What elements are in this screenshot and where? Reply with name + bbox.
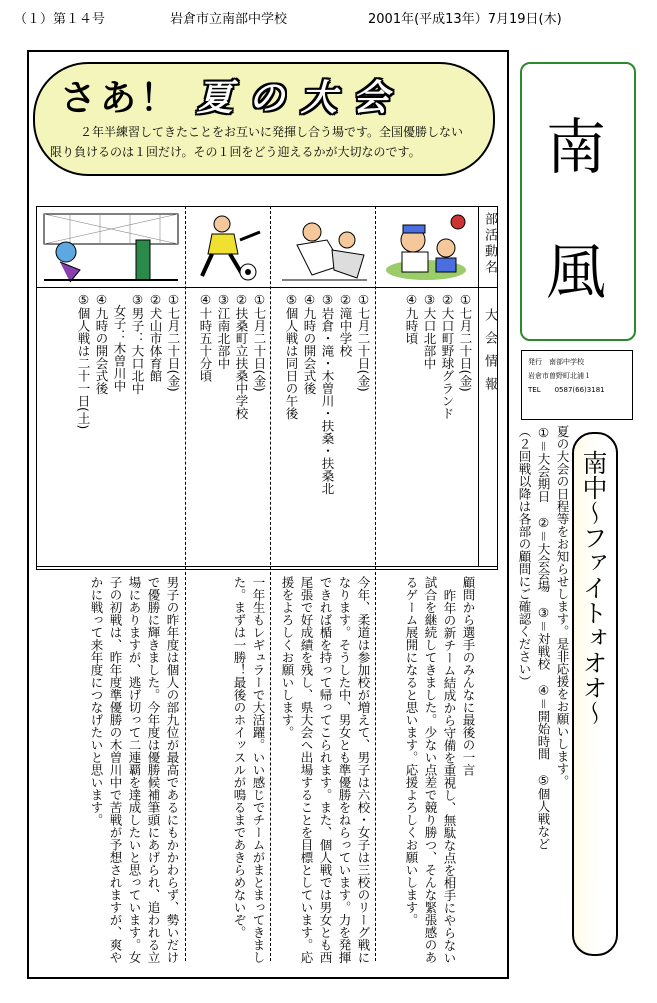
club-info-baseball xyxy=(378,292,474,562)
table-header-divider xyxy=(478,206,479,566)
message-baseball xyxy=(378,576,478,966)
club-info-line: 女子：木曽川中 xyxy=(112,292,127,392)
headline-text: ２年半練習してきたことをお互いに発揮し合う場です。全国優勝しない限り負けるのは１回だけ。その１回をどう迎えるかが大切なのです。 xyxy=(50,125,464,159)
club-info-line: ④九時の開会式後 xyxy=(94,292,109,395)
club-info-line: ②滝中学校 xyxy=(338,292,353,357)
club-info-line: ③大口北部中 xyxy=(422,292,437,370)
club-info-soccer xyxy=(192,292,268,562)
notice-line-3: （２回戦以降は各部の顧問にご確認ください） xyxy=(517,425,532,688)
club-info-tennis xyxy=(58,292,182,562)
club-info-line: ①七月二十日(金) xyxy=(356,292,371,392)
cheer-text: 南中～ファイトォオオ～ xyxy=(579,450,608,725)
judo-icon xyxy=(272,210,372,285)
club-info-line: ⑤個人戦は同日の午後 xyxy=(284,292,299,420)
message-body: 昨年の新チーム結成から守備を重視し、無駄な点を相手にやらない試合を継続してきました。少ない点差で競り勝つ、そんな緊張感のあるゲーム展開になると思います。応援よろしくお願いします。 xyxy=(404,576,457,964)
publisher-address: 岩倉市曽野町北浦１ xyxy=(528,372,591,380)
table-divider-top xyxy=(36,287,498,288)
table-header-club: 部活動名 xyxy=(482,212,497,276)
message-soccer: 一年生もレギュラーで大活躍。いい感じでチームがまとまってきました。まずは一勝！最後のホイッスルが鳴るまであきらめないぞ。 xyxy=(232,576,266,964)
column-divider-1 xyxy=(375,206,376,961)
club-info-line: ③男子：大口北中 xyxy=(130,292,145,395)
message-lead: 顧問から選手のみんなに最後の一言 xyxy=(461,576,476,776)
club-info-line: ①七月二十日(金) xyxy=(166,292,181,392)
message-tennis: 男子の昨年度は個人の部九位が最高であるにもかかわらず、勢いだけで優勝に輝きました。今年度は優勝候補筆頭にあげられ、追われる立場にありますが、逃げ切って二連覇を達成したいと思っています。女子の初戦は、昨年度準優勝の木曽川中で苦戦が予想されますが、爽やかに戦って来年度につなげたいと思います。 xyxy=(89,576,180,964)
baseball-icon xyxy=(378,210,474,285)
issue-number: （１）第１４号 xyxy=(14,12,106,27)
club-info-line: ④九時の開会式後 xyxy=(302,292,317,395)
club-info-line: ④九時頃 xyxy=(404,292,419,345)
club-info-line: ①七月二十日(金) xyxy=(252,292,267,392)
column-divider-2 xyxy=(270,206,271,961)
publisher-box xyxy=(521,350,633,420)
headline-title-b: 夏の大会 xyxy=(196,77,405,119)
club-info-line: ②犬山市体育館 xyxy=(148,292,163,382)
issue-date: 2001年(平成13年）7月19日(木) xyxy=(368,12,562,27)
masthead-char-2: 風 xyxy=(546,238,606,308)
headline-title-a: さあ！ xyxy=(60,77,181,119)
club-info-line: ③江南北部中 xyxy=(216,292,231,370)
publisher-phone: TEL 0587(66)3181 xyxy=(528,386,605,394)
table-header-info: 大会情報 xyxy=(482,308,497,400)
notice-line-2: ①＝大会期日 ②＝大会会場 ③＝対戦校 ④＝開始時間 ⑤個人戦など xyxy=(536,425,551,851)
column-divider-3 xyxy=(185,206,186,961)
message-judo: 今年、柔道は参加校が増えて、男子は六校・女子は三校のリーグ戦になります。そうした中、男女とも準優勝をねらっています。力を発揮できれば楯を持って帰ってこられます。また、個人戦では男女とも西尾張で好成績を残し、県大会へ出場することを目標としています。応援をよろしくお願いします。 xyxy=(280,576,371,964)
club-info-line: ④十時五十分頃 xyxy=(198,292,213,382)
soccer-icon xyxy=(190,210,268,285)
club-info-line: ②大口町野球グランド xyxy=(440,292,455,420)
schedule-notice xyxy=(510,425,572,925)
club-info-line: ③岩倉・滝・木曽川・扶桑・扶桑北 xyxy=(320,292,335,495)
club-info-line: ①七月二十日(金) xyxy=(458,292,473,392)
club-info-line: ②扶桑町立扶桑中学校 xyxy=(234,292,249,420)
school-name: 岩倉市立南部中学校 xyxy=(170,12,288,27)
club-info-judo xyxy=(276,292,372,562)
headline-title xyxy=(60,70,405,121)
club-info-line: ⑤個人戦は二十一日(土) xyxy=(76,292,91,430)
publisher-name: 発行 南部中学校 xyxy=(528,358,584,366)
masthead-char-1: 南 xyxy=(546,113,606,183)
notice-line-1: 夏の大会の日程等をお知らせします。是非応援をお願いします。 xyxy=(555,425,570,788)
tennis-icon xyxy=(40,210,182,285)
table-divider-bottom xyxy=(36,566,498,567)
